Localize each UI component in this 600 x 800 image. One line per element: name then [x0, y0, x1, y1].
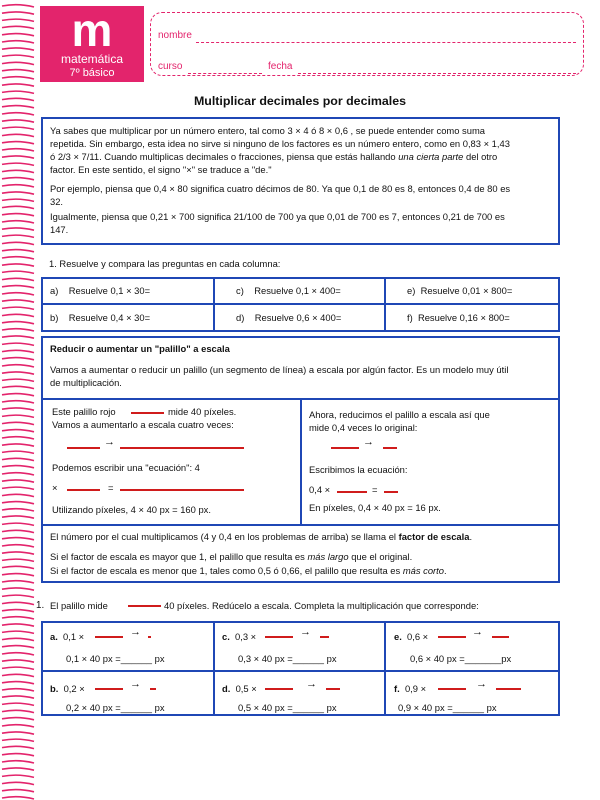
intro-line: Igualmente, piensa que 0,21 × 700 significa 21/100 de 700 ya que 0,01 de 700 es 7, entonces 0,21 de 700 es — [50, 211, 505, 222]
reduced-stick — [383, 447, 397, 449]
spiral-loop — [2, 617, 34, 619]
spiral-loop — [2, 34, 34, 36]
spiral-loop — [2, 545, 34, 547]
spiral-loop — [2, 422, 34, 424]
spiral-loop — [2, 84, 34, 86]
spiral-loop — [2, 588, 34, 590]
spiral-loop — [2, 660, 34, 662]
equation-factor: 0,4 × — [309, 484, 331, 495]
section-divider — [41, 524, 560, 526]
spiral-loop — [2, 156, 34, 158]
spiral-binding — [0, 0, 38, 800]
exercise-a[interactable]: a) Resuelve 0,1 × 30= — [50, 285, 151, 296]
spiral-loop — [2, 394, 34, 396]
spiral-loop — [2, 610, 34, 612]
reduced-stick — [150, 688, 156, 690]
spiral-loop — [2, 185, 34, 187]
spiral-loop — [2, 631, 34, 633]
scale-factor-definition: El número por el cual multiplicamos (4 y 0,4 en los problemas de arriba) se llama el factor de escala. — [50, 531, 473, 542]
spiral-loop — [2, 595, 34, 597]
reduced-stick — [496, 688, 521, 690]
arrow-right-icon: → — [300, 626, 311, 638]
calc-line[interactable]: 0,1 × 40 px =______ px — [66, 653, 165, 664]
spiral-loop — [2, 523, 34, 525]
spiral-loop — [2, 473, 34, 475]
spiral-loop — [2, 286, 34, 288]
spiral-loop — [2, 530, 34, 532]
spiral-loop — [2, 300, 34, 302]
spiral-loop — [2, 754, 34, 756]
exercise-a[interactable]: a. 0,1 × — [50, 631, 85, 642]
spiral-loop — [2, 408, 34, 410]
spiral-loop — [2, 372, 34, 374]
spiral-loop — [2, 199, 34, 201]
reduce-instruction: mide 0,4 veces lo original: — [309, 422, 418, 433]
red-stick — [95, 688, 123, 690]
calc-line[interactable]: 0,6 × 40 px =_______px — [410, 653, 512, 664]
arrow-right-icon: → — [306, 678, 317, 690]
spiral-loop — [2, 559, 34, 561]
calc-line[interactable]: 0,5 × 40 px =______ px — [238, 702, 337, 713]
spiral-loop — [2, 142, 34, 144]
spiral-loop — [2, 746, 34, 748]
spiral-loop — [2, 278, 34, 280]
spiral-loop — [2, 574, 34, 576]
spiral-loop — [2, 458, 34, 460]
spiral-loop — [2, 19, 34, 21]
scale-intro: Vamos a aumentar o reducir un palillo (un segmento de línea) a escala por algún factor. Es un modelo muy útil — [50, 364, 509, 375]
spiral-loop — [2, 667, 34, 669]
spiral-loop — [2, 214, 34, 216]
exercise-d[interactable]: d) Resuelve 0,6 × 400= — [236, 312, 342, 323]
enlarge-instruction: Vamos a aumentarlo a escala cuatro veces: — [52, 419, 234, 430]
reduced-stick — [148, 636, 151, 638]
times-sign: × — [52, 482, 58, 493]
question-2-number: 1. — [36, 600, 45, 611]
red-stick — [438, 688, 466, 690]
spiral-loop — [2, 48, 34, 50]
exercise-e[interactable]: e. 0,6 × — [394, 631, 429, 642]
red-stick — [67, 447, 100, 449]
exercise-f[interactable]: f. 0,9 × — [394, 683, 427, 694]
spiral-loop — [2, 538, 34, 540]
spiral-loop — [2, 386, 34, 388]
grid-divider — [384, 621, 386, 716]
spiral-loop — [2, 466, 34, 468]
scale-intro: de multiplicación. — [50, 377, 122, 388]
spiral-loop — [2, 235, 34, 237]
spiral-loop — [2, 336, 34, 338]
enlarged-stick — [120, 489, 244, 491]
spiral-loop — [2, 552, 34, 554]
date-label: fecha — [268, 61, 293, 72]
spiral-loop — [2, 761, 34, 763]
reduced-stick — [320, 636, 329, 638]
spiral-loop — [2, 768, 34, 770]
question-1-prompt: 1. Resuelve y compara las preguntas en cada columna: — [49, 258, 281, 269]
name-field[interactable] — [196, 42, 576, 43]
student-info-frame — [150, 12, 584, 76]
red-stick — [265, 688, 293, 690]
spiral-loop — [2, 494, 34, 496]
spiral-loop — [2, 163, 34, 165]
spiral-loop — [2, 250, 34, 252]
spiral-loop — [2, 314, 34, 316]
spiral-loop — [2, 271, 34, 273]
spiral-loop — [2, 782, 34, 784]
spiral-loop — [2, 602, 34, 604]
spiral-loop — [2, 581, 34, 583]
spiral-loop — [2, 77, 34, 79]
red-stick — [67, 489, 100, 491]
spiral-loop — [2, 624, 34, 626]
spiral-loop — [2, 264, 34, 266]
spiral-loop — [2, 732, 34, 734]
intro-line: ó 2/3 × 7/11. Cuando multiplicas decimales o fracciones, piensa que estás hallando una cierta parte del otro — [50, 151, 498, 162]
spiral-loop — [2, 790, 34, 792]
calc-line[interactable]: 0,9 × 40 px =______ px — [398, 702, 497, 713]
red-stick — [265, 636, 293, 638]
red-stick — [95, 636, 123, 638]
spiral-loop — [2, 775, 34, 777]
spiral-loop — [2, 41, 34, 43]
spiral-loop — [2, 221, 34, 223]
spiral-loop — [2, 480, 34, 482]
pixel-calc: Utilizando píxeles, 4 × 40 px = 160 px. — [52, 504, 211, 515]
spiral-loop — [2, 653, 34, 655]
grid-divider — [213, 621, 215, 716]
exercise-b[interactable]: b) Resuelve 0,4 × 30= — [50, 312, 151, 323]
spiral-loop — [2, 134, 34, 136]
intro-line: Por ejemplo, piensa que 0,4 × 80 significa cuatro décimos de 80. Ya que 0,1 de 80 es 8, entonces 0,4 de 80 es — [50, 183, 511, 194]
calc-line[interactable]: 0,2 × 40 px =______ px — [66, 702, 165, 713]
section-divider — [300, 398, 302, 525]
intro-line: Ya sabes que multiplicar por un número entero, tal como 3 × 4 ó 8 × 0,6 , se puede entender como suma — [50, 125, 485, 136]
arrow-right-icon: → — [363, 436, 374, 448]
spiral-loop — [2, 170, 34, 172]
spiral-loop — [2, 307, 34, 309]
spiral-loop — [2, 689, 34, 691]
arrow-right-icon: → — [130, 626, 141, 638]
date-field[interactable] — [298, 73, 576, 74]
red-stick — [128, 605, 161, 607]
reduced-stick — [492, 636, 509, 638]
spiral-loop — [2, 55, 34, 57]
spiral-loop — [2, 178, 34, 180]
exercise-e[interactable]: e) Resuelve 0,01 × 800= — [407, 285, 513, 296]
arrow-right-icon: → — [130, 678, 141, 690]
spiral-loop — [2, 242, 34, 244]
spiral-loop — [2, 674, 34, 676]
spiral-loop — [2, 329, 34, 331]
spiral-loop — [2, 228, 34, 230]
spiral-loop — [2, 5, 34, 7]
grid-divider — [41, 670, 560, 672]
equation-intro: Podemos escribir una "ecuación": 4 — [52, 462, 200, 473]
stick-description: Este palillo rojo — [52, 406, 116, 417]
grid-divider — [41, 303, 560, 305]
spiral-loop — [2, 401, 34, 403]
spiral-loop — [2, 703, 34, 705]
spiral-loop — [2, 257, 34, 259]
spiral-loop — [2, 739, 34, 741]
arrow-right-icon: → — [472, 626, 483, 638]
exercise-c[interactable]: c) Resuelve 0,1 × 400= — [236, 285, 341, 296]
spiral-loop — [2, 62, 34, 64]
arrow-right-icon: → — [104, 436, 115, 448]
question-2-prompt: El palillo mide — [50, 600, 108, 611]
page-title: Multiplicar decimales por decimales — [193, 94, 407, 108]
equals-sign: = — [108, 482, 114, 493]
spiral-loop — [2, 113, 34, 115]
exercise-d[interactable]: d. 0,5 × — [222, 683, 257, 694]
reduced-stick — [384, 491, 398, 493]
spiral-loop — [2, 437, 34, 439]
logo-grade: 7º básico — [69, 67, 115, 79]
stick-length-text: mide 40 píxeles. — [168, 406, 237, 417]
spiral-loop — [2, 343, 34, 345]
intro-line: 147. — [50, 224, 69, 235]
spiral-loop — [2, 120, 34, 122]
spiral-loop — [2, 12, 34, 14]
course-label: curso — [158, 61, 183, 72]
spiral-loop — [2, 696, 34, 698]
intro-line: factor. En este sentido, el signo "×" se traduce a "de." — [50, 164, 272, 175]
logo-letter: m — [71, 4, 113, 56]
spiral-loop — [2, 26, 34, 28]
reduced-stick — [326, 688, 340, 690]
spiral-loop — [2, 725, 34, 727]
spiral-loop — [2, 192, 34, 194]
intro-line: repetida. Sin embargo, esta idea no sirve si ninguno de los factores es un número entero, como en 0,83 × 1,43 — [50, 138, 510, 149]
spiral-loop — [2, 379, 34, 381]
spiral-loop — [2, 149, 34, 151]
spiral-loop — [2, 509, 34, 511]
exercise-f[interactable]: f) Resuelve 0,16 × 800= — [407, 312, 510, 323]
subject-logo — [40, 6, 144, 82]
exercise-c[interactable]: c. 0,3 × — [222, 631, 257, 642]
spiral-loop — [2, 127, 34, 129]
spiral-loop — [2, 797, 34, 799]
spiral-loop — [2, 710, 34, 712]
course-field[interactable] — [188, 73, 262, 74]
spiral-loop — [2, 430, 34, 432]
spiral-loop — [2, 350, 34, 352]
spiral-loop — [2, 451, 34, 453]
spiral-loop — [2, 415, 34, 417]
red-stick — [331, 447, 359, 449]
pixel-calc: En píxeles, 0,4 × 40 px = 16 px. — [309, 502, 441, 513]
spiral-loop — [2, 358, 34, 360]
scale-heading: Reducir o aumentar un "palillo" a escala — [50, 343, 230, 354]
equation-intro: Escribimos la ecuación: — [309, 464, 408, 475]
scale-factor-rule: Si el factor de escala es mayor que 1, el palillo que resulta es más largo que el original. — [50, 551, 413, 562]
scale-factor-rule: Si el factor de escala es menor que 1, tales como 0,5 ó 0,66, el palillo que resulta es más corto. — [50, 565, 447, 576]
name-label: nombre — [158, 30, 192, 41]
spiral-loop — [2, 293, 34, 295]
red-stick — [438, 636, 466, 638]
reduce-instruction: Ahora, reducimos el palillo a escala así que — [309, 409, 490, 420]
spiral-loop — [2, 444, 34, 446]
spiral-loop — [2, 70, 34, 72]
spiral-loop — [2, 646, 34, 648]
arrow-right-icon: → — [476, 678, 487, 690]
spiral-loop — [2, 516, 34, 518]
spiral-loop — [2, 365, 34, 367]
spiral-loop — [2, 502, 34, 504]
spiral-loop — [2, 718, 34, 720]
spiral-loop — [2, 638, 34, 640]
calc-line[interactable]: 0,3 × 40 px =______ px — [238, 653, 337, 664]
enlarged-stick — [120, 447, 244, 449]
question-2-prompt: 40 píxeles. Redúcelo a escala. Completa la multiplicación que corresponde: — [164, 600, 479, 611]
red-stick — [131, 412, 164, 414]
intro-line: 32. — [50, 196, 64, 207]
equals-sign: = — [372, 484, 378, 495]
spiral-loop — [2, 682, 34, 684]
spiral-loop — [2, 566, 34, 568]
logo-subject: matemática — [60, 52, 124, 66]
exercise-b[interactable]: b. 0,2 × — [50, 683, 85, 694]
red-stick — [337, 491, 367, 493]
spiral-loop — [2, 206, 34, 208]
spiral-loop — [2, 322, 34, 324]
spiral-loop — [2, 487, 34, 489]
